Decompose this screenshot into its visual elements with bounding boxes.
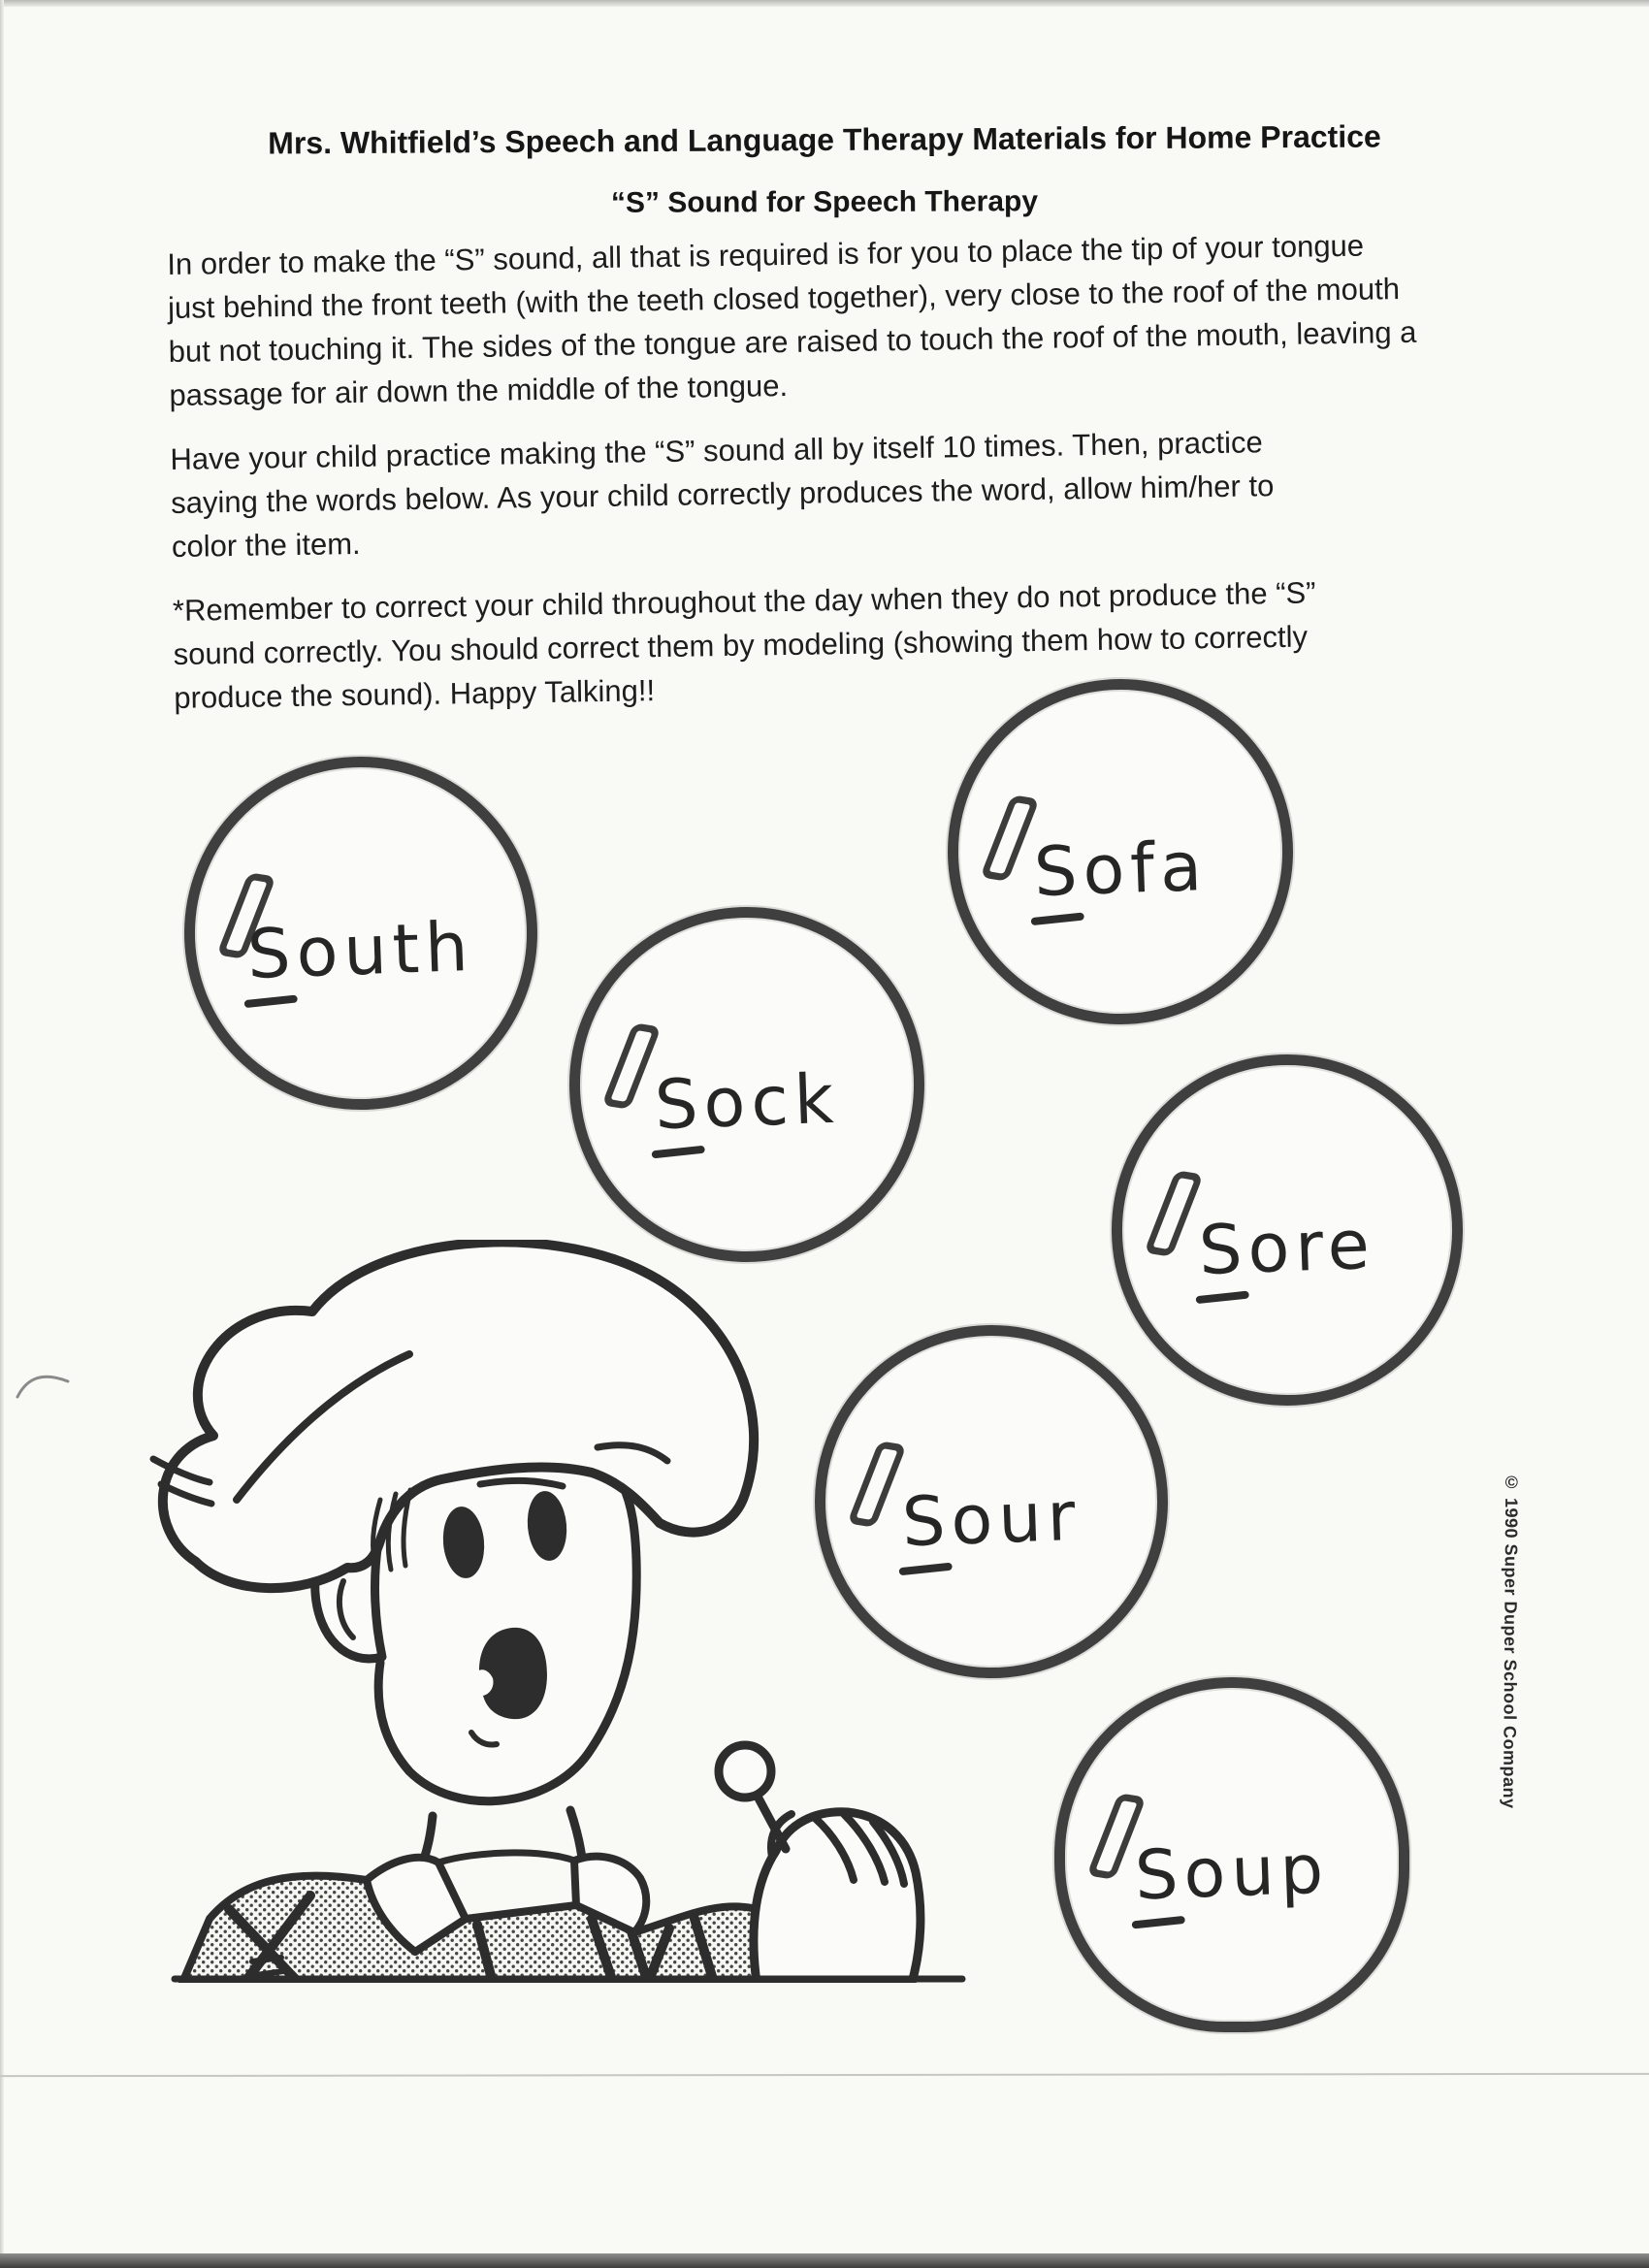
scan-edge-bottom: [0, 2253, 1649, 2268]
paragraph-how-to-make-s: In order to make the “S” sound, all that is required is for you to place the tip of your tongue just behind the front teeth (with the teeth closed together), very close to the roof of the mouth but not touching it. The sides of the tongue are raised to touch the roof of the mouth, leaving a passage for air down the middle of the tongue.: [167, 228, 1417, 412]
underlined-s: S: [900, 1480, 953, 1563]
bubble-word: [1198, 1205, 1376, 1290]
scan-edge-left: [0, 0, 4, 2268]
copyright-vertical-text: © 1990 Super Duper School Company: [1499, 1472, 1522, 1809]
underlined-s: S: [1032, 830, 1084, 913]
word-rest: ock: [701, 1058, 841, 1144]
bubble-sore: [1112, 1054, 1463, 1406]
scan-fold-line: [0, 2073, 1649, 2077]
paragraph-practice: Have your child practice making the “S” sound all by itself 10 times. Then, practice saying the words below. As your child correctly produces the word, allow him/her to color the item.: [170, 425, 1275, 564]
scan-edge-top: [0, 0, 1649, 7]
scan-mark: [14, 1368, 76, 1410]
bubble-word: [1032, 826, 1209, 912]
bubble-highlight-icon: [601, 1022, 662, 1110]
page-subtitle: “S” Sound for Speech Therapy: [610, 185, 1039, 219]
bubble-word: [1134, 1830, 1331, 1916]
word-rest: outh: [295, 906, 476, 993]
instructions: [167, 222, 1494, 740]
word-rest: our: [949, 1475, 1083, 1561]
bubble-soup: [1054, 1677, 1409, 2032]
word-rest: oup: [1181, 1829, 1331, 1914]
underlined-s: S: [1133, 1833, 1185, 1916]
word-rest: ofa: [1081, 826, 1209, 911]
paragraph-reminder: *Remember to correct your child throughout the day when they do not produce the “S” sound correctly. You should correct them by modeling (showing them how to correctly produce the sound). Happy Talking!!: [172, 575, 1316, 715]
boy-blowing-bubbles-illustration: [136, 1240, 970, 1983]
word-rest: ore: [1246, 1204, 1377, 1289]
underlined-s: S: [1197, 1209, 1250, 1291]
bubble-highlight-icon: [1144, 1170, 1204, 1257]
page-title: Mrs. Whitfield’s Speech and Language Therapy Materials for Home Practice: [268, 118, 1381, 161]
bubble-sofa: [948, 679, 1293, 1024]
bubble-highlight-icon: [980, 794, 1040, 882]
bubble-wand-loop-icon: [719, 1745, 771, 1798]
bubble-word: [653, 1059, 840, 1146]
bubble-south: [184, 757, 537, 1110]
bubble-sock: [569, 907, 924, 1262]
underlined-s: S: [245, 913, 299, 995]
bubble-word: [246, 907, 475, 994]
underlined-s: S: [653, 1063, 705, 1146]
